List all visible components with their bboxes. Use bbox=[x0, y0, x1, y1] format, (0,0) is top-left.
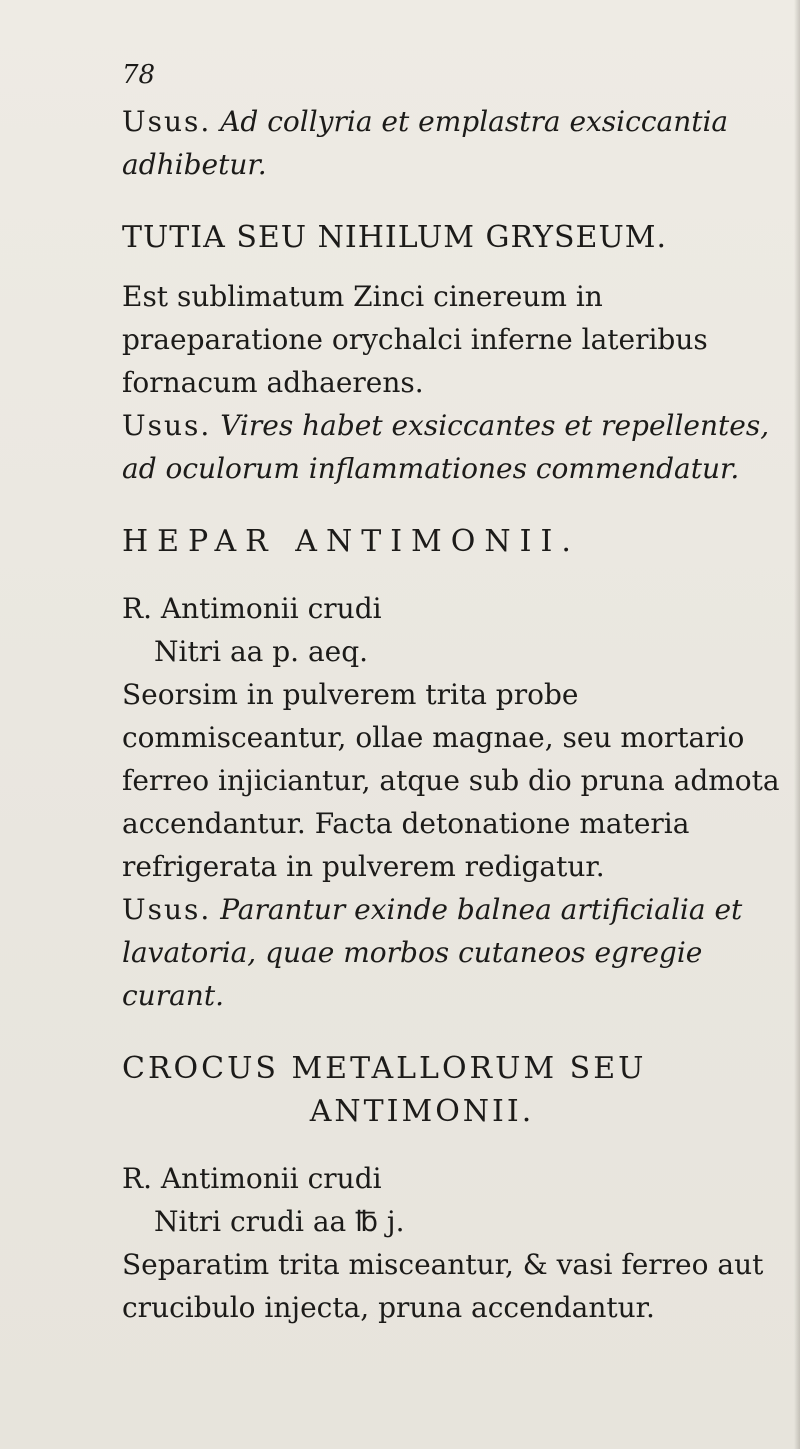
crocus-heading-line-1: CROCUS METALLORUM SEU bbox=[122, 1051, 647, 1086]
crocus-ingredient-2: Nitri crudi aa ℔ j. bbox=[154, 1205, 405, 1238]
page-number: 78 bbox=[122, 60, 156, 90]
crocus-heading-line-2: ANTIMONII. bbox=[309, 1094, 535, 1129]
tutia-heading: TUTIA SEU NIHILUM GRYSEUM. bbox=[122, 220, 667, 255]
hepar-ingredient-2: Nitri aa p. aeq. bbox=[154, 635, 369, 668]
hepar-ingredient-1 bbox=[122, 587, 782, 630]
crocus-method: Separatim trita misceantur, & vasi ferreo aut crucibulo injecta, pruna accendantur. bbox=[122, 1248, 764, 1324]
intro-usus-text: Ad collyria et emplastra exsiccantia adhibetur. bbox=[122, 105, 729, 181]
tutia-usus-label: Usus. bbox=[122, 409, 212, 442]
tutia-description: Est sublimatum Zinci cinereum in praeparatione orychalci inferne lateribus fornacum adhaerens. bbox=[122, 280, 708, 399]
text-block bbox=[122, 50, 782, 1329]
hepar-heading: HEPAR ANTIMONII. bbox=[122, 524, 580, 559]
intro-usus-paragraph bbox=[122, 100, 782, 186]
hepar-method: Seorsim in pulverem trita probe commisceantur, ollae magnae, seu mortario ferreo injiciantur, atque sub dio pruna admota accendantur. Facta detonatione materia refrigerata in pulverem redigatur. bbox=[122, 678, 780, 883]
tutia-usus-text: Vires habet exsiccantes et repellentes, ad oculorum inflammationes commendatur. bbox=[122, 409, 770, 485]
tutia-usus-paragraph bbox=[122, 404, 782, 490]
crocus-ingredient-1 bbox=[122, 1157, 782, 1200]
crocus-ingredient-1-text: Antimonii crudi bbox=[160, 1162, 382, 1195]
hepar-ingredient-1-text: Antimonii crudi bbox=[160, 592, 382, 625]
intro-usus-label: Usus. bbox=[122, 105, 212, 138]
hepar-usus-text: Parantur exinde balnea artificialia et lavatoria, quae morbos cutaneos egregie curant. bbox=[122, 893, 743, 1012]
page-edge-shadow bbox=[794, 0, 800, 1449]
hepar-usus-paragraph bbox=[122, 888, 782, 1017]
hepar-usus-label: Usus. bbox=[122, 893, 212, 926]
crocus-recipe-label: R. bbox=[122, 1162, 152, 1195]
hepar-recipe-label: R. bbox=[122, 592, 152, 625]
